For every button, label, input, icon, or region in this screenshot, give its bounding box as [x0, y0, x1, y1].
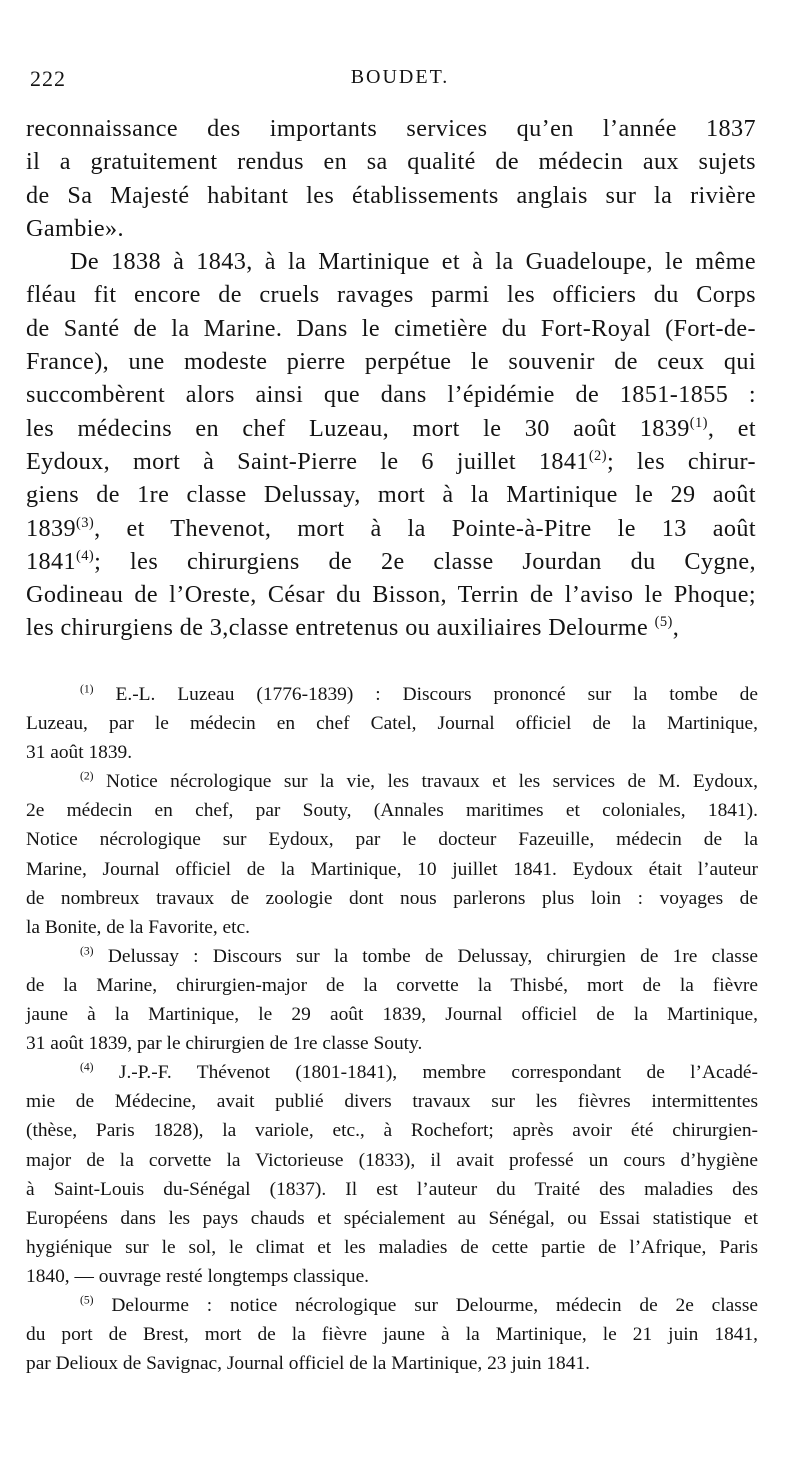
footnote-line [56, 680, 758, 709]
footnote-ref: (2) [588, 447, 607, 464]
footnote-line: de la Marine, chirurgien-major de la corvette la Thisbé, mort de la fièvre [26, 974, 758, 996]
footnote-marker: (3) [80, 944, 94, 958]
text-line-part: , et Thevenot, mort à la Pointe-à-Pitre le 13 août [94, 514, 756, 542]
footnote-text: Delourme : notice nécrologique sur Delourme, médecin de 2e classe [111, 1294, 758, 1316]
footnote-line: à Saint-Louis du-Sénégal (1837). Il est l’auteur du Traité des maladies des [26, 1178, 758, 1200]
footnotes [26, 680, 758, 1378]
footnote-line: 31 août 1839. [26, 742, 133, 764]
footnote-line: (thèse, Paris 1828), la variole, etc., à Rochefort; après avoir été chirurgien- [26, 1120, 758, 1142]
footnote-line: Marine, Journal officiel de la Martinique, 10 juillet 1841. Eydoux était l’auteur [26, 858, 758, 880]
footnote-line: mie de Médecine, avait publié divers travaux sur les fièvres intermittentes [26, 1091, 758, 1113]
text-line: il a gratuitement rendus en sa qualité de médecin aux sujets [26, 148, 756, 176]
text-line: de Santé de la Marine. Dans le cimetière du Fort-Royal (Fort-de- [26, 314, 756, 342]
text-line [26, 512, 756, 545]
text-line [26, 412, 756, 445]
footnote-line [56, 1058, 758, 1087]
footnote-line: par Delioux de Savignac, Journal officiel de la Martinique, 23 juin 1841. [26, 1353, 590, 1375]
text-line-part: , et [707, 414, 756, 442]
footnote-line: Luzeau, par le médecin en chef Catel, Journal officiel de la Martinique, [26, 713, 758, 735]
footnote-line: Notice nécrologique sur Eydoux, par le docteur Fazeuille, médecin de la [26, 829, 758, 851]
footnote-line: 1840, — ouvrage resté longtemps classique. [26, 1265, 370, 1287]
footnote-ref: (1) [689, 414, 708, 431]
text-line: de Sa Majesté habitant les établissements anglais sur la rivière [26, 181, 756, 209]
footnote-line: 31 août 1839, par le chirurgien de 1re classe Souty. [26, 1033, 423, 1055]
footnote-line: Européens dans les pays chauds et spécialement au Sénégal, ou Essai statistique et [26, 1207, 758, 1229]
footnote-line: de nombreux travaux de zoologie dont nous parlerons plus loin : voyages de [26, 887, 758, 909]
footnote-ref: (4) [75, 547, 95, 564]
text-line [26, 545, 756, 578]
footnote-ref: (3) [75, 514, 95, 531]
footnote-line: jaune à la Martinique, le 29 août 1839, Journal officiel de la Martinique, [26, 1004, 758, 1026]
text-line-part: , [672, 614, 680, 642]
footnote-text: Notice nécrologique sur la vie, les travaux et les services de M. Eydoux, [106, 771, 758, 793]
footnote-line: du port de Brest, mort de la fièvre jaune à la Martinique, le 21 juin 1841, [26, 1324, 758, 1346]
footnote-line [56, 1291, 758, 1320]
text-line: reconnaissance des importants services qu’en l’année 1837 [26, 115, 756, 142]
footnote-line: major de la corvette la Victorieuse (1833), il avait professé un cours d’hygiène [26, 1149, 758, 1171]
footnote-marker: (5) [80, 1293, 94, 1307]
text-line: Gambie». [26, 214, 124, 242]
footnote-ref: (5) [654, 614, 673, 631]
footnote-marker: (1) [80, 682, 94, 696]
footnote-marker: (4) [80, 1060, 94, 1074]
text-line [26, 611, 756, 644]
text-line-part: 1839 [26, 514, 76, 542]
page-number: 222 [30, 66, 66, 91]
text-line-part: les chirurgiens de 3,classe entretenus ou auxiliaires Delourme [26, 614, 649, 642]
footnote-line: hygiénique sur le sol, le climat et les maladies de cette partie de l’Afrique, Paris [26, 1236, 758, 1258]
text-line [26, 445, 756, 478]
text-line-part: Eydoux, mort à Saint-Pierre le 6 juillet 1841 [26, 447, 589, 475]
main-text [26, 112, 756, 645]
footnote-line [56, 942, 758, 971]
footnote-text: Delussay : Discours sur la tombe de Delussay, chirurgien de 1re classe [107, 945, 758, 967]
text-line: fléau fit encore de cruels ravages parmi les officiers du Corps [26, 281, 756, 309]
text-line-part: les médecins en chef Luzeau, mort le 30 août 1839 [26, 414, 690, 442]
footnote-text: E.-L. Luzeau (1776-1839) : Discours prononcé sur la tombe de [115, 684, 758, 705]
text-line: giens de 1re classe Delussay, mort à la Martinique le 29 août [26, 481, 756, 509]
footnote-marker: (2) [80, 769, 94, 783]
text-line: succombèrent alors ainsi que dans l’épidémie de 1851-1855 : [26, 381, 756, 409]
footnote-text: J.-P.-F. Thévenot (1801-1841), membre correspondant de l’Acadé- [118, 1062, 758, 1084]
text-line-part: ; les chirurgiens de 2e classe Jourdan du Cygne, [94, 547, 756, 575]
footnote-line: la Bonite, de la Favorite, etc. [26, 916, 250, 938]
footnote-line [56, 767, 758, 796]
footnote-line: 2e médecin en chef, par Souty, (Annales maritimes et coloniales, 1841). [26, 800, 758, 822]
running-head: BOUDET. [350, 66, 450, 88]
text-line: De 1838 à 1843, à la Martinique et à la Guadeloupe, le même [70, 248, 756, 276]
text-line-part: 1841 [26, 547, 76, 575]
text-line-part: ; les chirur- [606, 447, 756, 475]
page-header [26, 66, 774, 96]
text-line: France), une modeste pierre perpétue le souvenir de ceux qui [26, 348, 756, 376]
text-line: Godineau de l’Oreste, César du Bisson, Terrin de l’aviso le Phoque; [26, 581, 756, 609]
